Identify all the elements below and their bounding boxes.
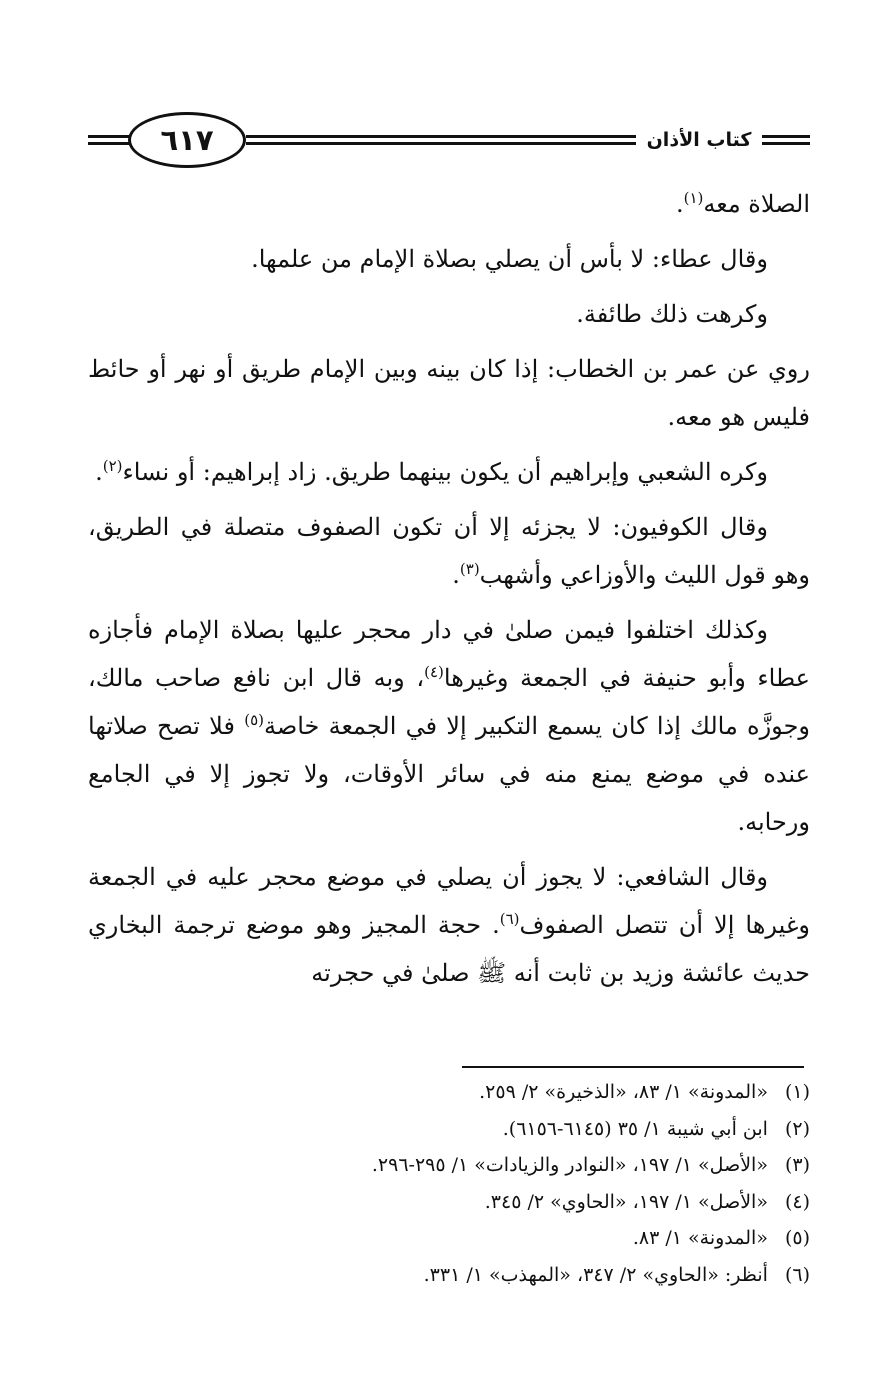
- footnote-separator: [462, 1066, 804, 1068]
- paragraph-8-part-a: وقال الشافعي: لا يجوز أن يصلي في موضع محجر عليه في الجمعة وغيرها إلا أن تتصل الصفوف: [88, 863, 810, 939]
- running-title: كتاب الأذان: [646, 129, 752, 151]
- footnote-ref-1: (١): [683, 189, 704, 207]
- footnote-text: «المدونة» ١/ ٨٣.: [632, 1227, 768, 1249]
- paragraph-2: وقال عطاء: لا بأس أن يصلي بصلاة الإمام من علمها.: [251, 245, 768, 273]
- footnotes: [88, 1074, 810, 1293]
- paragraph-8: [88, 853, 810, 997]
- page-number-badge: [128, 112, 246, 168]
- footnote-text: أنظر: «الحاوي» ٢/ ٣٤٧، «المهذب» ١/ ٣٣١.: [423, 1263, 768, 1286]
- footnote-ref-6: (٦): [499, 910, 520, 928]
- footnote-1: [88, 1074, 810, 1111]
- footnote-number: (٥): [784, 1227, 810, 1249]
- footnote-number: (٤): [784, 1190, 810, 1213]
- footnote-5: [88, 1220, 810, 1257]
- footnote-6: [88, 1257, 810, 1294]
- footnote-2: [88, 1111, 810, 1148]
- paragraph-6-tail: .: [452, 561, 460, 589]
- footnote-text: «المدونة» ١/ ٨٣، «الذخيرة» ٢/ ٢٥٩.: [479, 1081, 768, 1103]
- footnote-text: ابن أبي شيبة ١/ ٣٥ (٦١٤٥-٦١٥٦).: [502, 1117, 768, 1140]
- footnote-number: (٣): [784, 1154, 810, 1176]
- footnote-number: (٢): [784, 1117, 810, 1140]
- paragraph-7: [88, 606, 810, 846]
- page-header: [88, 108, 810, 174]
- footnote-ref-4: (٤): [424, 663, 444, 681]
- footnote-number: (٦): [784, 1263, 810, 1286]
- paragraph-1: [88, 180, 810, 228]
- paragraph-7-part-a: وكذلك اختلفوا فيمن صلىٰ في دار محجر عليها بصلاة الإمام فأجازه عطاء وأبو حنيفة في الجمعة وغيرها: [88, 616, 810, 692]
- paragraph-7-part-c: فلا تصح صلاتها عنده في موضع يمنع منه في سائر الأوقات، ولا تجوز إلا في الجامع ورحابه.: [88, 712, 810, 836]
- paragraph-5: [88, 448, 810, 496]
- paragraph-3: وكرهت ذلك طائفة.: [576, 300, 768, 328]
- footnote-ref-5: (٥): [244, 711, 264, 729]
- header-rule-right: [762, 135, 810, 145]
- paragraph-1-text: الصلاة معه: [703, 190, 810, 218]
- page-number: ٦١٧: [160, 122, 214, 157]
- paragraph-4: روي عن عمر بن الخطاب: إذا كان بينه وبين الإمام طريق أو نهر أو حائط فليس هو معه.: [88, 355, 810, 431]
- footnote-text: «الأصل» ١/ ١٩٧، «النوادر والزيادات» ١/ ٢٩٥-٢٩٦.: [371, 1154, 768, 1176]
- paragraph-5-text: وكره الشعبي وإبراهيم أن يكون بينهما طريق. زاد إبراهيم: أو نساء: [122, 458, 768, 486]
- footnote-number: (١): [784, 1081, 810, 1103]
- paragraph-7-part-b: ، وبه قال ابن نافع صاحب مالك، وجوزَّه مالك إذا كان يسمع التكبير إلا في الجمعة خاصة: [88, 664, 811, 740]
- paragraph-5-tail: .: [95, 458, 103, 486]
- main-text: [88, 180, 810, 1004]
- paragraph-1-tail: .: [675, 190, 684, 218]
- footnote-ref-2: (٢): [102, 457, 123, 475]
- paragraph-8-part-b: . حجة المجيز وهو موضع ترجمة البخاري حديث عائشة وزيد بن ثابت أنه ﷺ صلىٰ في حجرته: [88, 911, 810, 987]
- paragraph-6-text: وقال الكوفيون: لا يجزئه إلا أن تكون الصفوف متصلة في الطريق، وهو قول الليث والأوزاعي وأشهب: [88, 513, 810, 589]
- header-rule-left: [88, 135, 130, 145]
- footnote-3: [88, 1147, 810, 1184]
- footnote-ref-3: (٣): [459, 560, 480, 578]
- footnote-text: «الأصل» ١/ ١٩٧، «الحاوي» ٢/ ٣٤٥.: [484, 1190, 768, 1213]
- paragraph-6: [88, 503, 810, 599]
- header-rule-middle: [246, 135, 636, 145]
- footnote-4: [88, 1184, 810, 1221]
